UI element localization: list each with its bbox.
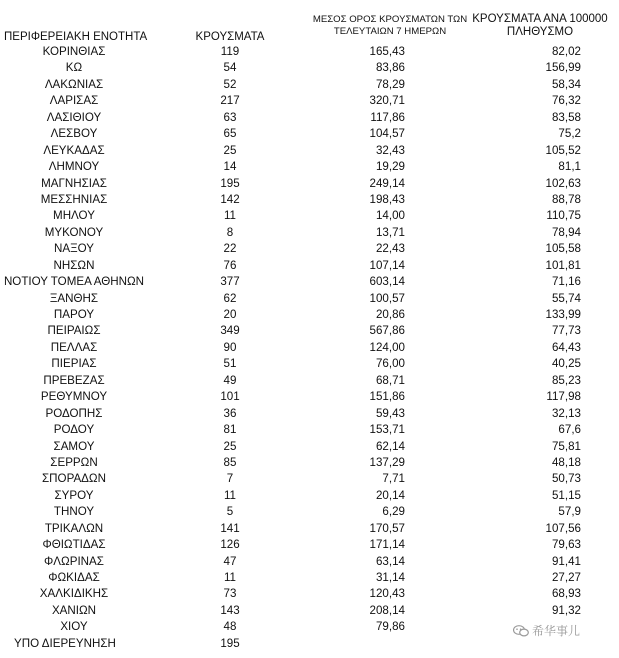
row-region: ΠΕΙΡΑΙΩΣ <box>47 324 101 338</box>
row-avg-7-days: 120,43 <box>369 587 405 601</box>
row-avg-7-days: 137,29 <box>369 455 405 469</box>
row-avg-7-days: 79,86 <box>375 620 405 634</box>
row-cases: 73 <box>223 587 237 601</box>
table-row <box>0 455 619 471</box>
row-cases: 25 <box>223 439 237 453</box>
header-region: ΠΕΡΙΦΕΡΕΙΑΚΗ ΕΝΟΤΗΤΑ <box>4 31 148 43</box>
table-row <box>0 143 619 159</box>
row-avg-7-days: 198,43 <box>369 192 405 206</box>
row-region: ΚΩ <box>65 61 83 75</box>
row-avg-7-days: 6,29 <box>382 505 405 519</box>
row-cases: 195 <box>220 176 240 190</box>
row-cases-per-100k: 105,58 <box>545 242 581 256</box>
row-region: ΝΟΤΙΟΥ ΤΟΜΕΑ ΑΘΗΝΩΝ <box>3 275 145 289</box>
row-avg-7-days: 603,14 <box>369 275 405 289</box>
row-cases: 141 <box>220 521 240 535</box>
row-cases-per-100k: 133,99 <box>545 308 581 321</box>
row-cases-per-100k: 76,32 <box>551 94 581 108</box>
row-avg-7-days: 153,71 <box>369 423 405 437</box>
row-cases: 11 <box>223 209 237 223</box>
row-region: ΛΑΚΩΝΙΑΣ <box>44 77 104 91</box>
table-row <box>0 291 619 307</box>
row-cases-per-100k: 78,94 <box>551 225 581 239</box>
row-region: ΡΟΔΟΥ <box>53 423 95 437</box>
row-cases-per-100k: 32,13 <box>551 406 581 420</box>
row-cases-per-100k: 77,73 <box>551 324 581 338</box>
table-row <box>0 488 619 504</box>
row-avg-7-days: 20,14 <box>375 488 405 502</box>
row-region: ΣΑΜΟΥ <box>53 439 95 453</box>
row-cases: 8 <box>226 225 234 239</box>
row-region: ΜΑΓΝΗΣΙΑΣ <box>41 176 107 190</box>
table-row <box>0 77 619 93</box>
row-cases-per-100k: 101,81 <box>545 258 581 272</box>
table-row <box>0 471 619 487</box>
row-cases: 47 <box>223 554 237 568</box>
table-row <box>0 192 619 208</box>
row-cases: 5 <box>226 505 234 519</box>
row-region: ΦΘΙΩΤΙΔΑΣ <box>42 538 106 552</box>
table-row <box>0 340 619 356</box>
row-region: ΤΡΙΚΑΛΩΝ <box>44 521 104 535</box>
row-cases-per-100k: 110,75 <box>546 209 581 223</box>
row-region: ΧΑΛΚΙΔΙΚΗΣ <box>39 587 109 601</box>
row-cases-per-100k: 64,43 <box>551 340 581 354</box>
row-region: ΝΗΣΩΝ <box>53 258 95 272</box>
row-cases-per-100k: 27,27 <box>551 571 581 584</box>
row-cases-per-100k: 91,41 <box>551 554 581 568</box>
row-avg-7-days: 19,29 <box>375 160 405 174</box>
row-avg-7-days: 171,14 <box>369 538 405 552</box>
row-avg-7-days: 22,43 <box>375 242 405 256</box>
row-cases: 63 <box>223 110 237 124</box>
watermark-text: 希华事儿 <box>532 624 581 638</box>
row-region: ΠΕΛΛΑΣ <box>50 340 98 354</box>
row-cases: 76 <box>223 258 237 272</box>
header-cases: ΚΡΟΥΣΜΑΤΑ <box>195 31 265 43</box>
table-row <box>0 586 619 602</box>
table-row <box>0 439 619 455</box>
table-row <box>0 176 619 192</box>
row-avg-7-days: 76,00 <box>375 357 405 371</box>
row-cases-per-100k: 75,2 <box>558 127 581 141</box>
row-cases: 54 <box>223 61 237 75</box>
table-row <box>0 274 619 290</box>
row-region: ΛΕΥΚΑΔΑΣ <box>43 143 105 157</box>
table-row <box>0 126 619 142</box>
row-cases-per-100k: 107,56 <box>545 521 581 535</box>
row-avg-7-days: 78,29 <box>375 77 405 91</box>
table-row <box>0 422 619 438</box>
row-avg-7-days: 170,57 <box>369 521 405 535</box>
table-row <box>0 323 619 339</box>
row-avg-7-days: 208,14 <box>369 603 405 617</box>
row-region: ΛΗΜΝΟΥ <box>48 160 100 174</box>
row-region: ΥΠΟ ΔΙΕΡΕΥΝΗΣΗ <box>14 636 116 650</box>
row-cases-per-100k: 68,93 <box>551 587 581 601</box>
row-cases: 7 <box>226 472 234 486</box>
row-cases: 119 <box>220 45 240 58</box>
row-avg-7-days: 20,86 <box>375 308 405 321</box>
row-cases-per-100k: 55,74 <box>551 291 581 305</box>
table-row <box>0 225 619 241</box>
row-cases: 22 <box>223 242 237 256</box>
row-cases: 217 <box>220 94 240 108</box>
row-avg-7-days: 7,71 <box>382 472 405 486</box>
table-row <box>0 537 619 553</box>
row-region: ΣΥΡΟΥ <box>54 488 94 502</box>
row-cases: 11 <box>223 571 237 584</box>
row-cases-per-100k: 58,34 <box>551 77 581 91</box>
row-avg-7-days: 124,00 <box>369 340 405 354</box>
row-cases: 48 <box>223 620 237 634</box>
row-region: ΦΩΚΙΔΑΣ <box>48 571 100 584</box>
row-cases-per-100k: 156,99 <box>545 61 581 75</box>
table-row <box>0 60 619 76</box>
row-cases: 20 <box>223 308 237 321</box>
row-cases: 65 <box>223 127 237 141</box>
row-cases: 143 <box>220 603 240 617</box>
table-row <box>0 373 619 389</box>
row-cases-per-100k: 102,63 <box>545 176 581 190</box>
row-cases: 85 <box>223 455 237 469</box>
row-avg-7-days: 59,43 <box>375 406 405 420</box>
row-cases-per-100k: 57,9 <box>558 505 581 519</box>
row-region: ΜΗΛΟΥ <box>53 209 95 223</box>
row-cases-per-100k: 75,81 <box>551 439 581 453</box>
row-avg-7-days: 104,57 <box>369 127 405 141</box>
row-region: ΡΟΔΟΠΗΣ <box>45 406 103 420</box>
row-cases: 25 <box>223 143 237 157</box>
table-body <box>0 44 619 652</box>
row-avg-7-days: 151,86 <box>369 390 405 404</box>
table-row <box>0 521 619 537</box>
table-row <box>0 44 619 60</box>
row-avg-7-days: 13,71 <box>375 225 405 239</box>
row-avg-7-days: 165,43 <box>369 45 405 58</box>
row-cases-per-100k: 82,02 <box>551 45 581 58</box>
row-avg-7-days: 63,14 <box>375 554 405 568</box>
table-row <box>0 93 619 109</box>
table-row <box>0 356 619 372</box>
row-region: ΞΑΝΘΗΣ <box>49 291 99 305</box>
table-row <box>0 389 619 405</box>
row-region: ΠΑΡΟΥ <box>53 308 95 321</box>
row-region: ΛΑΣΙΘΙΟΥ <box>46 110 102 124</box>
row-avg-7-days: 32,43 <box>375 143 405 157</box>
row-cases-per-100k: 91,32 <box>551 603 581 617</box>
row-avg-7-days: 62,14 <box>375 439 405 453</box>
row-avg-7-days: 83,86 <box>375 61 405 75</box>
row-cases-per-100k: 79,63 <box>551 538 581 552</box>
table-row <box>0 554 619 570</box>
table-row <box>0 241 619 257</box>
table-row <box>0 504 619 520</box>
table-row <box>0 603 619 619</box>
row-cases-per-100k: 85,23 <box>551 373 581 387</box>
table-row <box>0 159 619 175</box>
row-avg-7-days: 107,14 <box>369 258 405 272</box>
header-cases-per-100k: ΚΡΟΥΣΜΑΤΑ ΑΝΑ 100000 ΠΛΗΘΥΣΜΟ <box>472 13 608 38</box>
row-cases: 90 <box>223 340 237 354</box>
row-region: ΛΕΣΒΟΥ <box>50 127 98 141</box>
row-cases: 14 <box>223 160 237 174</box>
table-header <box>0 0 619 44</box>
row-cases: 51 <box>223 357 237 371</box>
row-cases: 49 <box>223 373 237 387</box>
row-cases: 101 <box>220 390 240 404</box>
row-cases: 11 <box>223 488 237 502</box>
row-avg-7-days: 68,71 <box>375 373 405 387</box>
watermark <box>513 622 580 639</box>
row-region: ΛΑΡΙΣΑΣ <box>49 94 99 108</box>
row-cases-per-100k: 71,16 <box>551 275 581 289</box>
wechat-logo-icon <box>513 625 529 637</box>
row-cases: 195 <box>220 636 240 650</box>
table-row <box>0 406 619 422</box>
row-cases-per-100k: 50,73 <box>551 472 581 486</box>
row-region: ΝΑΞΟΥ <box>53 242 95 256</box>
row-cases: 81 <box>223 423 237 437</box>
row-region: ΧΑΝΙΩΝ <box>51 603 97 617</box>
row-region: ΣΠΟΡΑΔΩΝ <box>42 472 106 486</box>
row-cases-per-100k: 83,58 <box>551 110 581 124</box>
row-cases: 349 <box>220 324 240 338</box>
header-avg-7-days: ΜΕΣΟΣ ΟΡΟΣ ΚΡΟΥΣΜΑΤΩΝ ΤΩΝ ΤΕΛΕΥΤΑΙΩΝ 7 ΗΜΕΡΩΝ <box>312 14 468 37</box>
row-cases-per-100k: 88,78 <box>551 192 581 206</box>
row-cases: 52 <box>223 77 237 91</box>
row-cases-per-100k: 117,98 <box>546 390 581 404</box>
row-cases-per-100k: 51,15 <box>551 488 581 502</box>
row-cases-per-100k: 40,25 <box>551 357 581 371</box>
row-avg-7-days: 249,14 <box>369 176 405 190</box>
row-region: ΡΕΘΥΜΝΟΥ <box>40 390 108 404</box>
row-cases: 62 <box>223 291 237 305</box>
row-region: ΦΛΩΡΙΝΑΣ <box>44 554 104 568</box>
row-region: ΜΕΣΣΗΝΙΑΣ <box>40 192 108 206</box>
row-cases-per-100k: 105,52 <box>545 143 581 157</box>
table-row <box>0 208 619 224</box>
table-row <box>0 110 619 126</box>
row-avg-7-days: 567,86 <box>369 324 405 338</box>
table-row <box>0 258 619 274</box>
row-region: ΧΙΟΥ <box>60 620 88 634</box>
row-cases: 36 <box>223 406 237 420</box>
row-region: ΤΗΝΟΥ <box>53 505 95 519</box>
row-region: ΜΥΚΟΝΟΥ <box>44 225 104 239</box>
row-region: ΣΕΡΡΩΝ <box>50 455 98 469</box>
row-avg-7-days: 14,00 <box>375 209 405 223</box>
row-cases-per-100k: 48,18 <box>551 455 581 469</box>
row-cases: 377 <box>220 275 240 289</box>
row-avg-7-days: 100,57 <box>369 291 405 305</box>
row-region: ΠΡΕΒΕΖΑΣ <box>43 373 105 387</box>
table-row <box>0 570 619 586</box>
row-cases-per-100k: 81,1 <box>558 160 581 174</box>
row-cases-per-100k: 67,6 <box>558 423 581 437</box>
row-avg-7-days: 31,14 <box>375 571 405 584</box>
table-row <box>0 307 619 323</box>
row-region: ΚΟΡΙΝΘΙΑΣ <box>42 45 106 58</box>
row-region: ΠΙΕΡΙΑΣ <box>51 357 97 371</box>
row-avg-7-days: 320,71 <box>369 94 405 108</box>
row-cases: 126 <box>220 538 240 552</box>
row-cases: 142 <box>220 192 240 206</box>
row-avg-7-days: 117,86 <box>370 110 405 124</box>
